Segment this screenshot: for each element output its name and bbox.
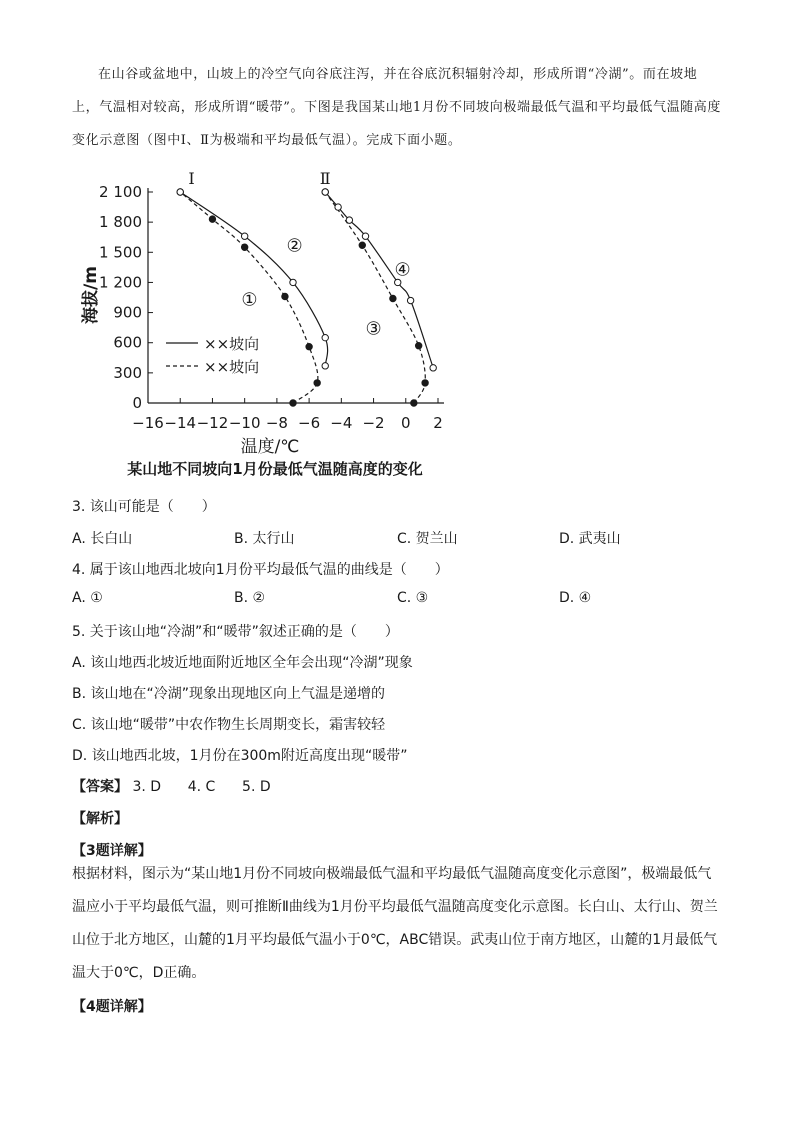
detail-3-text: 根据材料，图示为“某山地1月份不同坡向极端最低气温和平均最低气温随高度变化示意图”，极端最低气温应小于平均最低气温，则可推断Ⅱ曲线为1月份平均最低气温随高度变化示意图。长白山、太行山、贺兰山位于北方地区，山麓的1月平均最低气温小于0℃，ABC错误。武夷山位于南方地区，山麓的1月最低气温大于0℃，D正确。 [72, 866, 718, 981]
series-4-point [362, 233, 368, 239]
q5-option-b[interactable]: B. 该山地在“冷湖”现象出现地区向上气温是递增的 [72, 686, 386, 702]
series-3-point [411, 400, 417, 406]
series-4-point [346, 217, 352, 223]
series-4-point [430, 365, 436, 371]
series-2-point [241, 233, 247, 239]
legend-solid-label: ××坡向 [204, 335, 260, 353]
chart-axes [148, 188, 444, 403]
answer-4: 4. C [187, 779, 216, 795]
y-tick-label: 1 500 [99, 243, 142, 262]
temperature-altitude-chart [70, 160, 470, 485]
q5-option-d[interactable]: D. 该山地西北坡，1月份在300m附近高度出现“暖带” [72, 748, 408, 764]
chart-labels [80, 169, 443, 478]
x-tick-label: −4 [330, 414, 353, 432]
q3-option-b[interactable]: B. 太行山 [234, 531, 295, 547]
series-3-point [359, 242, 365, 248]
y-tick-label: 1 800 [99, 213, 142, 232]
series-3-point [415, 343, 421, 349]
q3-option-a[interactable]: A. 长白山 [72, 531, 133, 547]
series-4-point [407, 297, 413, 303]
q5-option-a[interactable]: A. 该山地西北坡近地面附近地区全年会出现“冷湖”现象 [72, 655, 413, 671]
series-2-point [290, 279, 296, 285]
series-4-point [322, 189, 328, 195]
x-tick-label: −8 [265, 414, 288, 432]
answer-5: 5. D [242, 779, 271, 795]
y-tick-label: 600 [113, 333, 142, 352]
series-1-point [282, 293, 288, 299]
analysis-label: 【解析】 [72, 811, 128, 827]
question-4-stem: 4. 属于该山地西北坡向1月份平均最低气温的曲线是（ ） [72, 562, 449, 578]
q5-option-c[interactable]: C. 该山地“暖带”中农作物生长周期变长，霜害较轻 [72, 717, 386, 733]
y-tick-label: 2 100 [99, 183, 142, 201]
q3-option-d[interactable]: D. 武夷山 [559, 531, 621, 547]
legend-dashed-label: ××坡向 [204, 358, 260, 376]
y-tick-label: 300 [113, 363, 142, 382]
y-tick-label: 1 200 [99, 273, 142, 292]
q4-option-b[interactable]: B. ② [234, 590, 266, 606]
q4-option-d[interactable]: D. ④ [559, 590, 592, 606]
series-3-point [390, 295, 396, 301]
series-1-point [290, 400, 296, 406]
x-tick-label: −16 [132, 414, 164, 432]
question-5-stem: 5. 关于该山地“冷湖”和“暖带”叙述正确的是（ ） [72, 624, 399, 640]
x-tick-label: 0 [401, 414, 411, 432]
x-tick-label: 2 [433, 414, 443, 432]
x-tick-label: −12 [196, 414, 229, 432]
x-tick-label: −10 [228, 414, 261, 432]
q4-option-a[interactable]: A. ① [72, 590, 103, 606]
series-2-point [177, 189, 183, 195]
series-label-1: ① [241, 289, 258, 311]
q3-option-c[interactable]: C. 贺兰山 [397, 531, 458, 547]
series-1-point [241, 244, 247, 250]
series-1-point [209, 216, 215, 222]
panel-label-i: Ⅰ [188, 169, 195, 188]
chart-title: 某山地不同坡向1月份最低气温随高度的变化 [127, 460, 423, 478]
x-tick-label: −14 [164, 414, 197, 432]
series-label-3: ③ [365, 318, 382, 340]
y-axis-label: 海拔/m [81, 266, 101, 324]
series-label-2: ② [286, 235, 303, 257]
series-4-point [335, 204, 341, 210]
series-2-point [322, 334, 328, 340]
q4-option-c[interactable]: C. ③ [397, 590, 429, 606]
panel-label-ii: Ⅱ [319, 169, 331, 188]
series-label-4: ④ [394, 259, 411, 281]
series-1-point [314, 380, 320, 386]
series-3-point [422, 380, 428, 386]
detail-3-label: 【3题详解】 [72, 843, 152, 859]
answer-label: 【答案】 [72, 779, 128, 795]
answer-3: 3. D [132, 779, 162, 795]
question-3-stem: 3. 该山可能是（ ） [72, 499, 216, 515]
x-tick-label: −6 [298, 414, 321, 432]
answer-line [72, 776, 271, 796]
passage-text: 在山谷或盆地中，山坡上的冷空气向谷底注泻，并在谷底沉积辐射冷却，形成所谓“冷湖”。而在坡地上，气温相对较高，形成所谓“暖带”。下图是我国某山地1月份不同坡向极端最低气温和平均最低气温随高度变化示意图（图中Ⅰ、Ⅱ为极端和平均最低气温）。完成下面小题。 [72, 67, 721, 148]
x-axis-label: 温度/℃ [240, 437, 300, 457]
y-tick-label: 0 [132, 394, 142, 412]
x-tick-label: −2 [362, 414, 385, 432]
series-2-point [322, 363, 328, 369]
series-1-point [306, 344, 312, 350]
detail-4-label: 【4题详解】 [72, 999, 152, 1015]
y-tick-label: 900 [113, 303, 142, 322]
